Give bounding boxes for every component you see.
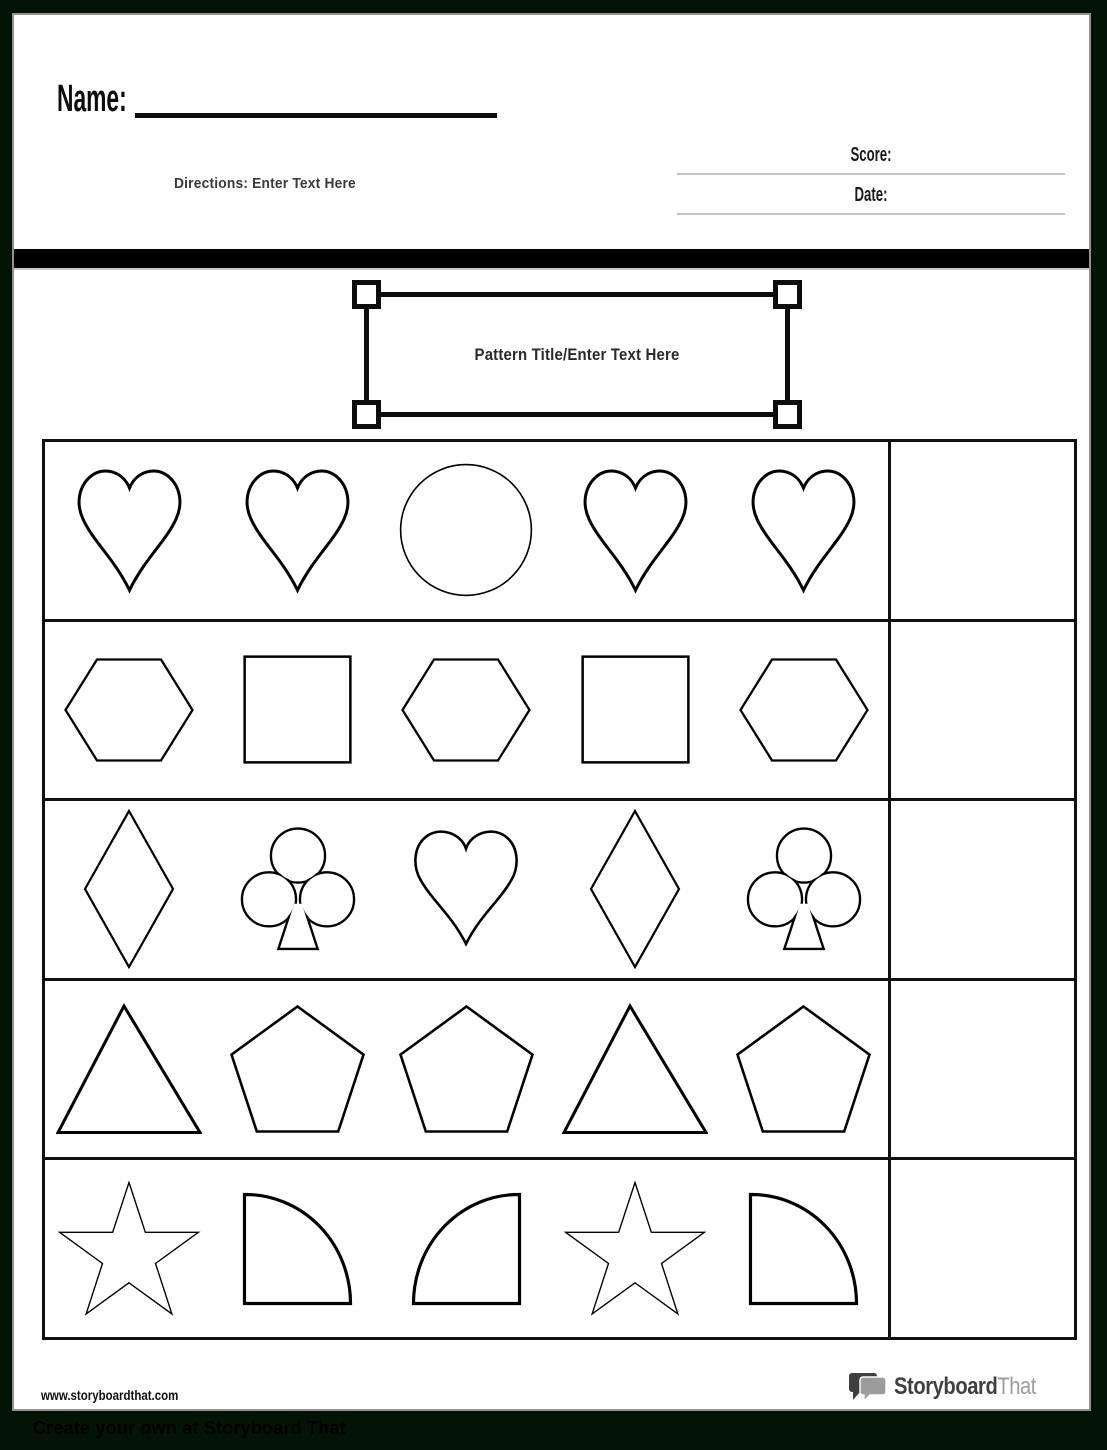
diamond-shape [589,809,681,969]
score-label: Score: [850,144,892,166]
diamond-cell [551,801,720,978]
worksheet-page [12,13,1091,1411]
name-label: Name: [57,78,127,120]
heart-shape [578,464,693,596]
pattern-row-shapes [45,801,888,978]
circle-cell [382,442,551,619]
pattern-row-shapes [45,622,888,799]
website-url[interactable]: www.storyboardthat.com [41,1387,179,1403]
pattern-row-3 [45,801,1074,981]
pattern-row-2 [45,622,1074,802]
hexagon-cell [382,622,551,799]
quarter-circle-left-cell [214,1160,383,1337]
answer-cell-row-4[interactable] [888,981,1074,1158]
heart-shape [72,464,187,596]
square-cell [551,622,720,799]
hexagon-shape [739,658,869,762]
club-shape [745,825,863,953]
speech-bubbles-icon [848,1367,888,1407]
square-cell [214,622,383,799]
pattern-row-shapes [45,1160,888,1337]
quarter-circle-right-cell [382,1160,551,1337]
pentagon-cell [719,981,888,1158]
answer-cell-row-1[interactable] [888,442,1074,619]
pentagon-cell [214,981,383,1158]
section-divider-bar [14,249,1089,270]
corner-ornament-icon [352,280,381,309]
pentagon-shape [398,1004,535,1134]
score-date-block [677,145,1065,215]
square-shape [581,655,690,764]
banner-text: Create your own at Storyboard That [33,1418,346,1438]
pattern-table [42,439,1077,1340]
logo-text-primary: Storyboard [893,1373,998,1400]
triangle-shape [56,1003,202,1135]
pattern-row-1 [45,442,1074,622]
pattern-title-text[interactable]: Pattern Title/Enter Text Here [474,344,680,364]
club-shape [239,825,357,953]
quarter-circle-left-shape [748,1192,859,1306]
hexagon-cell [719,622,888,799]
answer-cell-row-5[interactable] [888,1160,1074,1337]
club-cell [214,801,383,978]
star-cell [45,1160,214,1337]
heart-cell [551,442,720,619]
heart-shape [746,464,861,596]
hexagon-cell [45,622,214,799]
corner-ornament-icon [773,280,802,309]
pattern-row-5 [45,1160,1074,1337]
quarter-circle-left-cell [719,1160,888,1337]
corner-ornament-icon [352,400,381,429]
pentagon-shape [735,1004,872,1134]
star-shape [562,1181,708,1316]
answer-cell-row-2[interactable] [888,622,1074,799]
triangle-cell [45,981,214,1158]
hexagon-shape [401,658,531,762]
quarter-circle-right-shape [411,1192,522,1306]
star-cell [551,1160,720,1337]
hexagon-shape [64,658,194,762]
pattern-row-4 [45,981,1074,1161]
directions-text[interactable]: Directions: Enter Text Here [174,175,356,192]
pattern-title-box [364,292,790,417]
pentagon-cell [382,981,551,1158]
heart-shape [240,464,355,596]
heart-cell [214,442,383,619]
pattern-row-shapes [45,981,888,1158]
pentagon-shape [229,1004,366,1134]
heart-cell [719,442,888,619]
heart-round-cell [382,801,551,978]
heart-round-shape [410,825,522,953]
quarter-circle-left-shape [242,1192,353,1306]
corner-ornament-icon [773,400,802,429]
name-row [57,73,497,118]
triangle-shape [562,1003,708,1135]
star-shape [56,1181,202,1316]
diamond-shape [83,809,175,969]
diamond-cell [45,801,214,978]
pattern-row-shapes [45,442,888,619]
storyboardthat-logo[interactable] [848,1367,1063,1407]
triangle-cell [551,981,720,1158]
circle-shape [399,463,533,597]
square-shape [243,655,352,764]
logo-wordmark [894,1373,1036,1401]
name-fill-line[interactable] [135,73,497,118]
date-label: Date: [854,184,888,206]
club-cell [719,801,888,978]
heart-cell [45,442,214,619]
date-fill-line[interactable] [677,213,1065,215]
answer-cell-row-3[interactable] [888,801,1074,978]
logo-text-secondary: That [997,1373,1036,1400]
